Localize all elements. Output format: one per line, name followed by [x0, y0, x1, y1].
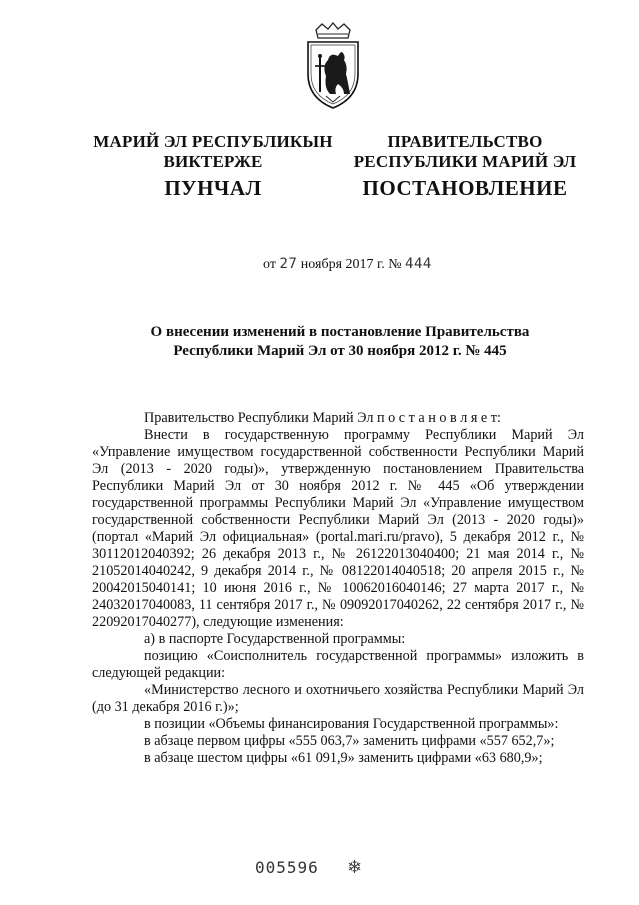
title-line1: О внесении изменений в постановление Правительства	[150, 324, 530, 340]
paragraph-preamble: Правительство Республики Марий Эл п о с т а н о в л я е т:	[144, 410, 501, 426]
date-month-year: ноября 2017 г. №	[300, 257, 402, 272]
bear-emblem-icon	[300, 22, 366, 110]
serial-number: 005596	[255, 858, 319, 877]
paragraph-first-abzac: в абзаце первом цифры «555 063,7» заменить цифрами «557 652,7»;	[144, 733, 555, 749]
title-line2: Республики Марий Эл от 30 ноября 2012 г. № 445	[173, 343, 507, 359]
date-line	[263, 256, 432, 273]
header-right-line2: РЕСПУБЛИКИ МАРИЙ ЭЛ	[353, 152, 577, 171]
header-left-doc-type: ПУНЧАЛ	[164, 176, 262, 200]
paragraph-main: Внести в государственную программу Республики Марий Эл «Управление имуществом государственной собственности Республики Марий Эл (2013 - 2020 годы)», утвержденную постановлением Правительства Республики Марий Эл от 30 ноября 2012 г. № 445 «Об утверждении государственной программы Республики Марий Эл «Управление имуществом государственной собственности Республики Марий Эл (2013 - 2020 годы)» (портал «Марий Эл официальная» (portal.mari.ru/pravo), 5 декабря 2012 г., № 30112012040392; 26 декабря 2013 г., № 26122013040400; 21 мая 2014 г., № 21052014040242, 9 декабря 2014 г., № 08122014040518; 20 апреля 2015 г., № 20042015040141; 10 июня 2016 г., № 10062016040146; 27 марта 2017 г., № 24032017040083, 11 сентября 2017 г., № 09092017040262, 22 сентября 2017 г., № 22092017040277), следующие изменения:	[92, 427, 584, 630]
paragraph-sixth-abzac: в абзаце шестом цифры «61 091,9» заменить цифрами «63 680,9»;	[144, 750, 543, 766]
header-right-doc-type: ПОСТАНОВЛЕНИЕ	[362, 176, 568, 200]
header-right-line1: ПРАВИТЕЛЬСТВО	[387, 132, 543, 151]
document-body	[92, 410, 584, 767]
paragraph-funding: в позиции «Объемы финансирования Государственной программы»:	[144, 716, 559, 732]
paragraph-item-a: а) в паспорте Государственной программы:	[144, 631, 406, 647]
paragraph-position: позицию «Соисполнитель государственной программы» изложить в следующей редакции:	[92, 648, 584, 681]
date-prefix: от	[263, 257, 276, 272]
coat-of-arms-emblem	[300, 22, 366, 110]
date-day: 27	[279, 256, 298, 272]
document-number: 444	[405, 256, 432, 272]
header-left	[88, 132, 338, 172]
snowflake-icon: ❄	[347, 857, 363, 877]
header-left-line2: ВИКТЕРЖЕ	[163, 152, 263, 171]
header-left-line1: МАРИЙ ЭЛ РЕСПУБЛИКЫН	[93, 132, 333, 151]
header-right	[345, 132, 585, 172]
paragraph-ministry: «Министерство лесного и охотничьего хозяйства Республики Марий Эл (до 31 декабря 2016 г.)»;	[92, 682, 584, 715]
document-title	[130, 323, 550, 361]
